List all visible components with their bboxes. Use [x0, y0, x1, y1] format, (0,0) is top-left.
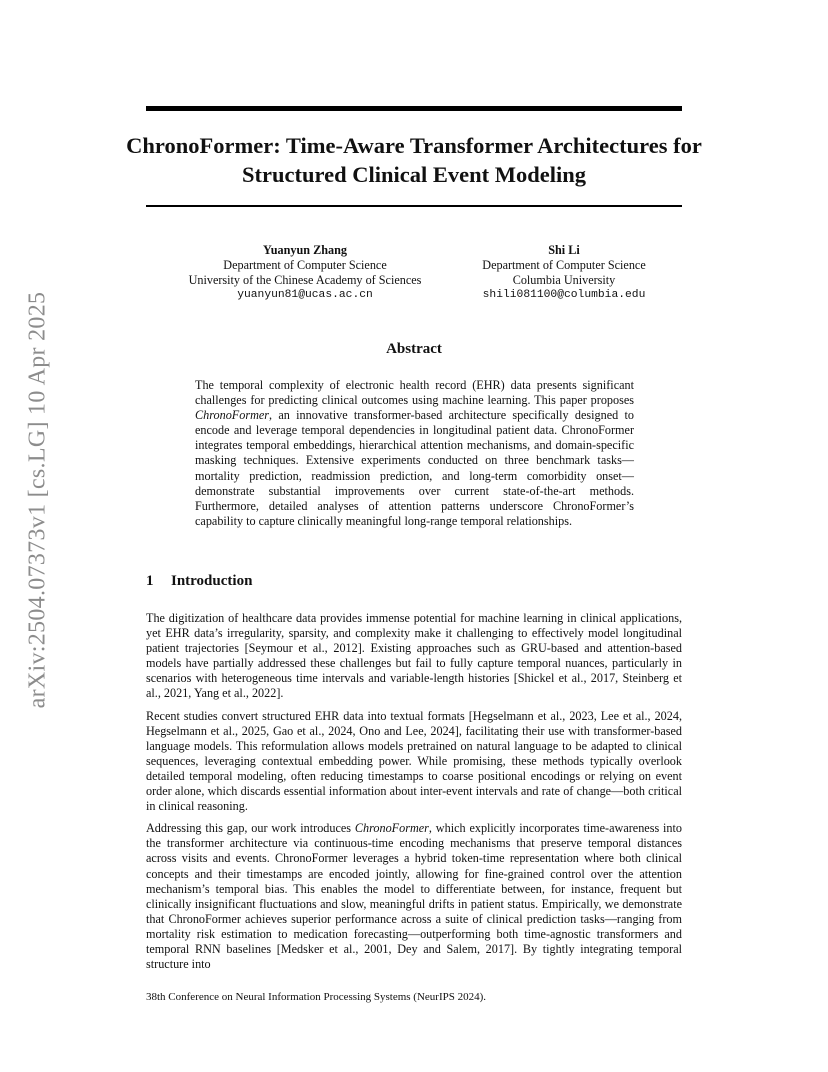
author-institution: University of the Chinese Academy of Sciences: [188, 273, 422, 287]
author-block-2: [460, 243, 668, 303]
conference-footnote: 38th Conference on Neural Information Processing Systems (NeurIPS 2024).: [146, 991, 487, 1003]
abstract-text-end: , an innovative transformer-based architecture specifically designed to encode and leverage temporal dependencies in longitudinal patient data. ChronoFormer integrates temporal embeddings, hierarchical attention mechanisms, and domain-specific masking techniques. Extensive experiments conducted on three benchmark tasks—mortality prediction, readmission prediction, and long-term comorbidity onset—demonstrate substantial improvements over current state-of-the-art methods. Furthermore, detailed analyses of attention patterns underscore ChronoFormer’s capability to capture clinically meaningful long-range temporal relationships.: [195, 408, 634, 528]
section-heading-introduction: [146, 573, 252, 590]
author-institution: Columbia University: [512, 273, 616, 287]
section-number: 1: [146, 573, 154, 589]
title-bottom-rule: [146, 205, 682, 207]
author-name: Shi Li: [548, 243, 580, 257]
author-block-1: [160, 243, 450, 303]
abstract-text-start: The temporal complexity of electronic health record (EHR) data presents significant challenges for predicting clinical outcomes using machine learning. This paper proposes: [195, 378, 634, 408]
author-department: Department of Computer Science: [223, 258, 387, 272]
introduction-body: [146, 611, 682, 979]
author-name: Yuanyun Zhang: [263, 243, 347, 257]
intro-paragraph-1: The digitization of healthcare data provides immense potential for machine learning in clinical applications, yet EHR data’s irregularity, sparsity, and complexity make it challenging to effectively model longitudinal patient trajectories [Seymour et al., 2012]. Existing approaches such as GRU-based and attention-based models have partially addressed these challenges but fail to fully capture temporal nuances, particularly in scenarios with heterogeneous time intervals and variable-length histories [Shickel et al., 2017, Steinberg et al., 2021, Yang et al., 2022].: [146, 611, 682, 701]
author-email[interactable]: yuanyun81@ucas.ac.cn: [237, 289, 373, 301]
abstract-model-name: ChronoFormer: [195, 408, 270, 423]
author-department: Department of Computer Science: [482, 258, 646, 272]
intro-paragraph-3-end: , which explicitly incorporates time-awareness into the transformer architecture via continuous-time encoding mechanisms that preserve temporal distances across visits and events. ChronoFormer leverages a hybrid token-time representation where both clinical concepts and their timestamps are encoded jointly, allowing for fine-grained control over the attention mechanism’s temporal bias. This enables the model to differentiate between, for instance, frequent but clinically insignificant fluctuations and slow, meaningful drifts in patient status. Empirically, we demonstrate that ChronoFormer achieves superior performance across a suite of clinical prediction tasks—ranging from mortality risk estimation to medication forecasting—outperforming both time-agnostic transformers and temporal RNN baselines [Medsker et al., 2001, Dey and Salem, 2017]. By tightly integrating temporal structure into: [146, 821, 682, 972]
intro-paragraph-3: [146, 821, 682, 972]
abstract-heading: Abstract: [386, 341, 442, 357]
arxiv-identifier-stamp: arXiv:2504.07373v1 [cs.LG] 10 Apr 2025: [24, 291, 51, 709]
title-top-rule: [146, 106, 682, 111]
intro-paragraph-2: Recent studies convert structured EHR data into textual formats [Hegselmann et al., 2023, Lee et al., 2024, Hegselmann et al., 2025, Gao et al., 2024, Ono and Lee, 2024], facilitating their use with transformer-based language models. This reformulation allows models pretrained on natural language to be adapted to clinical sequences, leveraging contextual embedding power. While promising, these methods typically overlook detailed temporal modeling, often reducing timestamps to coarse positional encodings or relying on event order alone, which discards essential information about inter-event intervals and rate of change—both critical in clinical reasoning.: [146, 708, 682, 814]
author-email[interactable]: shili081100@columbia.edu: [482, 289, 646, 301]
intro-paragraph-3-start: Addressing this gap, our work introduces: [146, 821, 355, 836]
section-title: Introduction: [171, 573, 253, 589]
abstract-body: [195, 378, 634, 529]
paper-title: ChronoFormer: Time-Aware Transformer Architectures for Structured Clinical Event Modeling: [126, 133, 702, 187]
intro-model-name: ChronoFormer: [354, 821, 429, 836]
